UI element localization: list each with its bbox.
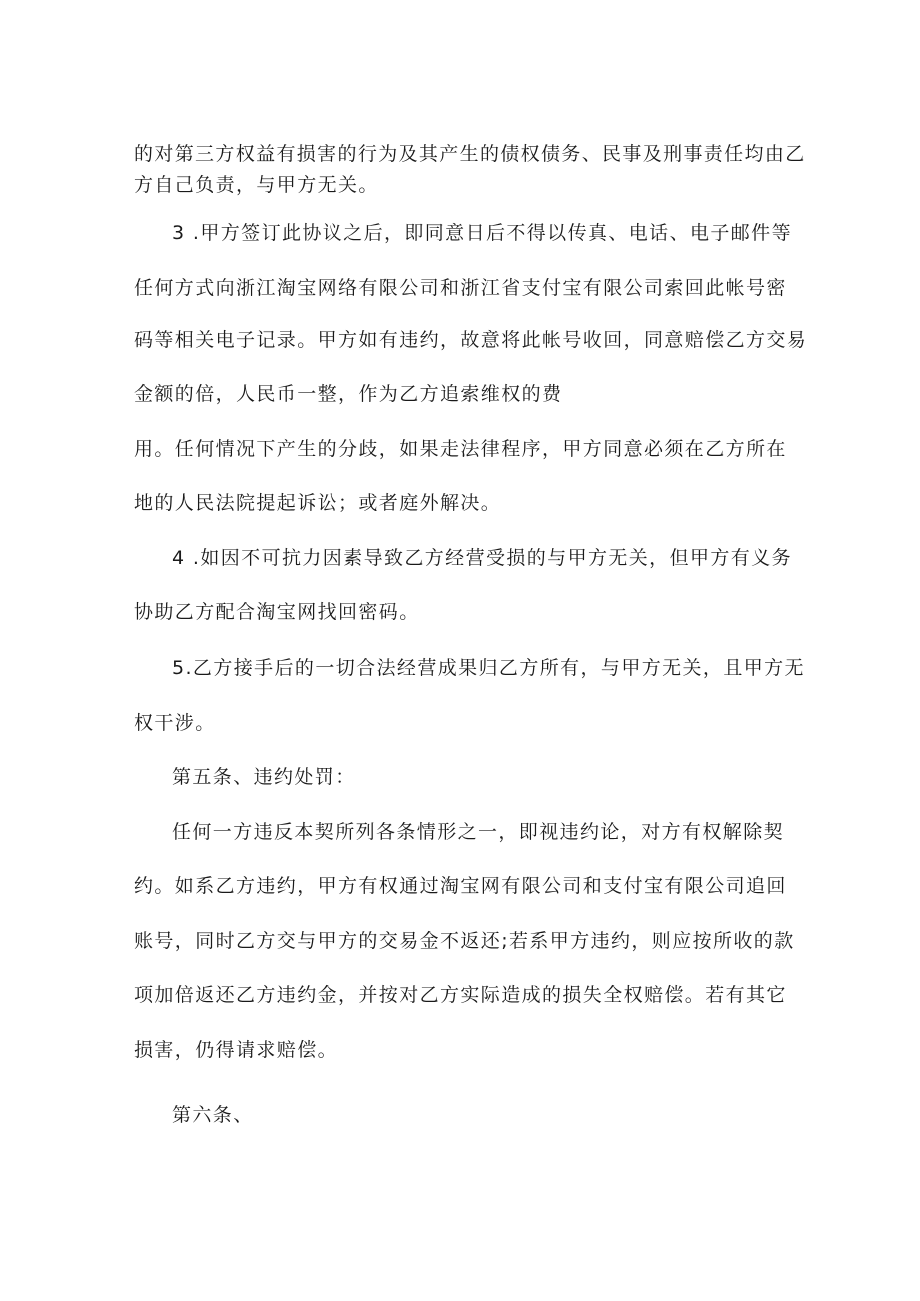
text-line: 权干涉。 [134,712,216,734]
text-line: 损害，仍得请求赔偿。 [134,1039,339,1061]
text-line: 码等相关电子记录。甲方如有违约，故意将此帐号收回，同意赔偿乙方交易 [134,329,808,351]
article-6-heading: 第六条、 [172,1104,254,1126]
clause-5-text: 5.乙方接手后的一切合法经营成果归乙方所有，与甲方无关，且甲方无 [172,657,805,679]
text-line: 地的人民法院提起诉讼；或者庭外解决。 [134,492,502,514]
text-line: 用。任何情况下产生的分歧，如果走法律程序，甲方同意必须在乙方所在 [134,438,787,460]
text-line: 的对第三方权益有损害的行为及其产生的债权债务、民事及刑事责任均由乙 [134,143,806,165]
text-line: 任何方式向浙江淘宝网络有限公司和浙江省支付宝有限公司索回此帐号密 [134,277,787,299]
clause-3-text: 3 .甲方签订此协议之后，即同意日后不得以传真、电话、电子邮件等 [172,222,792,244]
article-5-heading: 第五条、违约处罚： [172,766,356,788]
article-5-body: 任何一方违反本契所列各条情形之一，即视违约论，对方有权解除契 [172,821,785,843]
text-line: 方自己负责，与甲方无关。 [134,174,379,196]
text-line: 账号，同时乙方交与甲方的交易金不返还;若系甲方违约，则应按所收的款 [134,930,795,952]
text-line: 约。如系乙方违约，甲方有权通过淘宝网有限公司和支付宝有限公司追回 [134,875,787,897]
text-line: 项加倍返还乙方违约金，并按对乙方实际造成的损失全权赔偿。若有其它 [134,984,787,1006]
text-line: 协助乙方配合淘宝网找回密码。 [134,601,420,623]
clause-4-text: 4 .如因不可抗力因素导致乙方经营受损的与甲方无关，但甲方有义务 [172,547,792,569]
text-line: 金额的倍，人民币一整，作为乙方追索维权的费 [134,383,563,405]
